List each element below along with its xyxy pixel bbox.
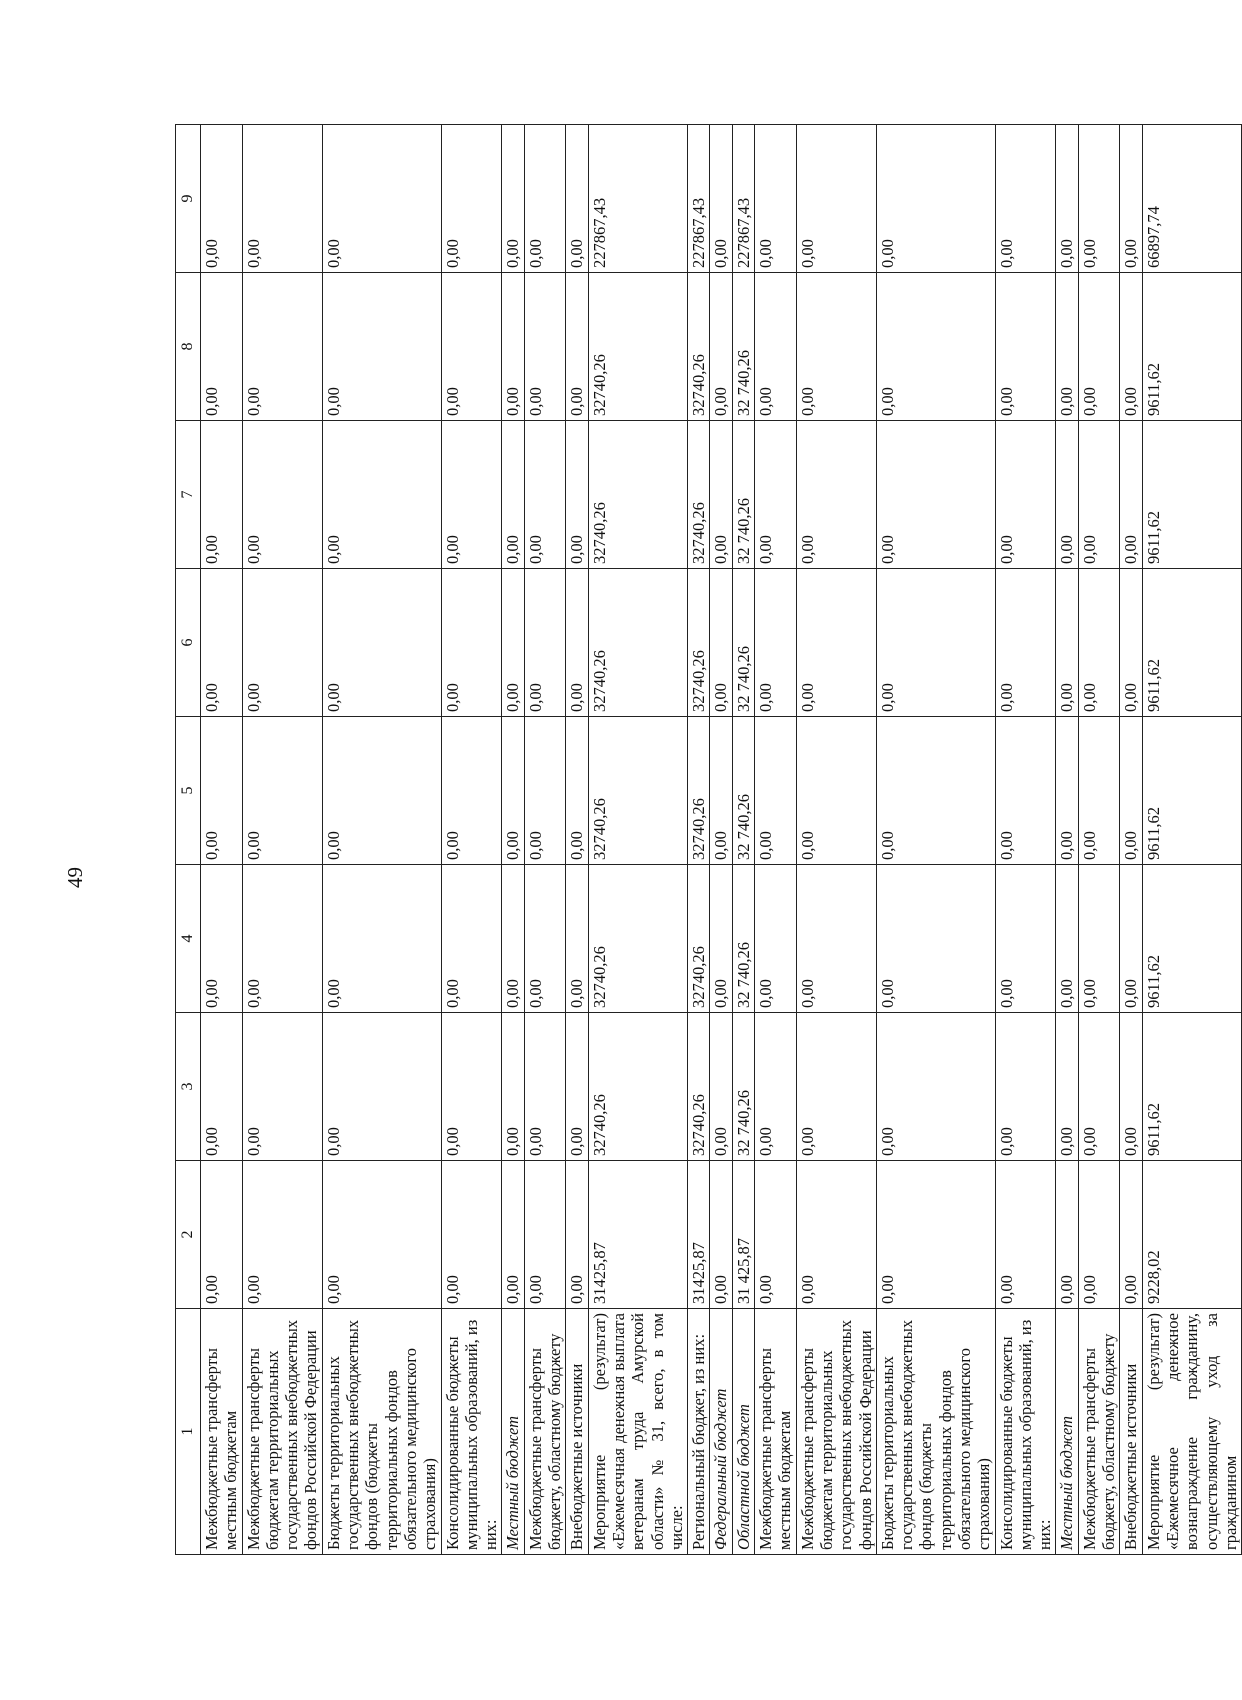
value-cell: 32 740,26 <box>732 273 754 421</box>
value-cell: 0,00 <box>201 421 243 569</box>
budget-table-body <box>176 125 1242 1555</box>
value-cell: 0,00 <box>876 569 995 717</box>
value-cell: 0,00 <box>441 1161 502 1309</box>
value-cell: 0,00 <box>242 125 322 273</box>
value-cell: 0,00 <box>796 569 876 717</box>
value-cell: 0,00 <box>876 421 995 569</box>
value-cell: 0,00 <box>524 1013 566 1161</box>
value-cell: 0,00 <box>995 273 1056 421</box>
column-header: 6 <box>176 569 201 717</box>
value-cell: 0,00 <box>755 569 797 717</box>
row-label: Межбюджетные трансферты бюджету, областному бюджету <box>524 1309 566 1555</box>
value-cell: 0,00 <box>566 273 588 421</box>
value-cell: 0,00 <box>441 717 502 865</box>
value-cell: 0,00 <box>242 717 322 865</box>
table-row <box>1120 125 1142 1555</box>
value-cell: 227867,43 <box>688 125 710 273</box>
table-row <box>1056 125 1078 1555</box>
value-cell: 0,00 <box>524 125 566 273</box>
value-cell: 0,00 <box>995 1013 1056 1161</box>
table-row <box>732 125 754 1555</box>
value-cell: 0,00 <box>322 569 441 717</box>
value-cell: 0,00 <box>502 569 524 717</box>
value-cell: 0,00 <box>796 1161 876 1309</box>
value-cell: 0,00 <box>322 1013 441 1161</box>
value-cell: 0,00 <box>1056 865 1078 1013</box>
value-cell: 0,00 <box>441 1013 502 1161</box>
value-cell: 32740,26 <box>688 1013 710 1161</box>
value-cell: 0,00 <box>242 1013 322 1161</box>
value-cell: 0,00 <box>1078 717 1120 865</box>
value-cell: 32740,26 <box>588 569 687 717</box>
value-cell: 0,00 <box>1120 1161 1142 1309</box>
page-number: 49 <box>63 867 87 888</box>
row-label: Межбюджетные трансферты бюджетам территориальных государственных внебюджетных фондов Российской Федерации <box>242 1309 322 1555</box>
value-cell: 0,00 <box>876 1161 995 1309</box>
value-cell: 0,00 <box>1056 273 1078 421</box>
budget-table-container <box>175 125 1240 1555</box>
value-cell: 9228,02 <box>1142 1161 1241 1309</box>
value-cell: 0,00 <box>502 421 524 569</box>
table-row <box>1142 125 1241 1555</box>
value-cell: 0,00 <box>524 1161 566 1309</box>
row-label: Бюджеты территориальных государственных внебюджетных фондов (бюджеты территориальных фондов обязательного медицинского страхования) <box>876 1309 995 1555</box>
row-label: Местный бюджет <box>1056 1309 1078 1555</box>
value-cell: 0,00 <box>710 1161 732 1309</box>
row-label: Региональный бюджет, из них: <box>688 1309 710 1555</box>
value-cell: 0,00 <box>1078 865 1120 1013</box>
value-cell: 0,00 <box>1056 1013 1078 1161</box>
value-cell: 0,00 <box>710 1013 732 1161</box>
value-cell: 0,00 <box>995 865 1056 1013</box>
value-cell: 0,00 <box>796 125 876 273</box>
value-cell: 0,00 <box>755 125 797 273</box>
value-cell: 0,00 <box>322 421 441 569</box>
value-cell: 0,00 <box>710 273 732 421</box>
table-row <box>441 125 502 1555</box>
value-cell: 0,00 <box>995 1161 1056 1309</box>
value-cell: 0,00 <box>796 1013 876 1161</box>
value-cell: 0,00 <box>796 421 876 569</box>
row-label: Областной бюджет <box>732 1309 754 1555</box>
value-cell: 0,00 <box>1120 569 1142 717</box>
column-number-row <box>176 125 201 1555</box>
value-cell: 0,00 <box>566 865 588 1013</box>
value-cell: 0,00 <box>566 1161 588 1309</box>
value-cell: 0,00 <box>502 273 524 421</box>
value-cell: 0,00 <box>242 273 322 421</box>
value-cell: 0,00 <box>566 1013 588 1161</box>
value-cell: 0,00 <box>201 125 243 273</box>
value-cell: 0,00 <box>1078 1013 1120 1161</box>
value-cell: 0,00 <box>710 125 732 273</box>
value-cell: 0,00 <box>710 421 732 569</box>
value-cell: 0,00 <box>502 865 524 1013</box>
value-cell: 0,00 <box>796 273 876 421</box>
value-cell: 0,00 <box>524 569 566 717</box>
value-cell: 0,00 <box>201 273 243 421</box>
value-cell: 32740,26 <box>688 421 710 569</box>
value-cell: 0,00 <box>524 865 566 1013</box>
value-cell: 0,00 <box>1056 1161 1078 1309</box>
value-cell: 0,00 <box>566 717 588 865</box>
value-cell: 32740,26 <box>588 1013 687 1161</box>
row-label: Внебюджетные источники <box>1120 1309 1142 1555</box>
value-cell: 31 425,87 <box>732 1161 754 1309</box>
table-row <box>1078 125 1120 1555</box>
value-cell: 0,00 <box>710 865 732 1013</box>
value-cell: 32740,26 <box>588 865 687 1013</box>
value-cell: 0,00 <box>1056 717 1078 865</box>
value-cell: 0,00 <box>1120 1013 1142 1161</box>
value-cell: 9611,62 <box>1142 421 1241 569</box>
value-cell: 0,00 <box>322 717 441 865</box>
value-cell: 0,00 <box>755 421 797 569</box>
row-label: Консолидированные бюджеты муниципальных образований, из них: <box>441 1309 502 1555</box>
value-cell: 0,00 <box>796 865 876 1013</box>
table-row <box>322 125 441 1555</box>
value-cell: 0,00 <box>755 1013 797 1161</box>
table-row <box>524 125 566 1555</box>
value-cell: 227867,43 <box>588 125 687 273</box>
row-label: Межбюджетные трансферты местным бюджетам <box>201 1309 243 1555</box>
row-label: Мероприятие (результат) «Ежемесячное денежное вознаграждение гражданину, осуществляющему уход за гражданином <box>1142 1309 1241 1555</box>
row-label: Федеральный бюджет <box>710 1309 732 1555</box>
value-cell: 9611,62 <box>1142 569 1241 717</box>
value-cell: 0,00 <box>876 865 995 1013</box>
value-cell: 0,00 <box>441 273 502 421</box>
value-cell: 0,00 <box>1056 125 1078 273</box>
row-label: Межбюджетные трансферты местным бюджетам <box>755 1309 797 1555</box>
table-row <box>876 125 995 1555</box>
value-cell: 0,00 <box>322 125 441 273</box>
table-row <box>242 125 322 1555</box>
value-cell: 0,00 <box>502 125 524 273</box>
value-cell: 32 740,26 <box>732 1013 754 1161</box>
column-header: 4 <box>176 865 201 1013</box>
column-header: 2 <box>176 1161 201 1309</box>
value-cell: 0,00 <box>566 125 588 273</box>
value-cell: 32740,26 <box>588 717 687 865</box>
value-cell: 0,00 <box>441 125 502 273</box>
value-cell: 0,00 <box>566 421 588 569</box>
value-cell: 0,00 <box>755 1161 797 1309</box>
row-label: Межбюджетные трансферты бюджету, областному бюджету <box>1078 1309 1120 1555</box>
value-cell: 0,00 <box>502 1161 524 1309</box>
row-label: Межбюджетные трансферты бюджетам территориальных государственных внебюджетных фондов Российской Федерации <box>796 1309 876 1555</box>
table-row <box>201 125 243 1555</box>
value-cell: 0,00 <box>995 717 1056 865</box>
value-cell: 31425,87 <box>588 1161 687 1309</box>
value-cell: 0,00 <box>1056 569 1078 717</box>
value-cell: 0,00 <box>1120 421 1142 569</box>
value-cell: 0,00 <box>1078 421 1120 569</box>
value-cell: 0,00 <box>995 569 1056 717</box>
table-row <box>566 125 588 1555</box>
value-cell: 32740,26 <box>588 421 687 569</box>
budget-table <box>175 124 1242 1555</box>
value-cell: 0,00 <box>796 717 876 865</box>
value-cell: 0,00 <box>322 865 441 1013</box>
table-row <box>995 125 1056 1555</box>
value-cell: 0,00 <box>201 569 243 717</box>
value-cell: 0,00 <box>242 1161 322 1309</box>
column-header: 7 <box>176 421 201 569</box>
value-cell: 32740,26 <box>688 717 710 865</box>
value-cell: 0,00 <box>710 569 732 717</box>
table-row <box>710 125 732 1555</box>
value-cell: 0,00 <box>201 1161 243 1309</box>
value-cell: 0,00 <box>441 421 502 569</box>
value-cell: 0,00 <box>524 421 566 569</box>
value-cell: 227867,43 <box>732 125 754 273</box>
table-row <box>755 125 797 1555</box>
value-cell: 32 740,26 <box>732 865 754 1013</box>
value-cell: 0,00 <box>441 865 502 1013</box>
value-cell: 0,00 <box>755 717 797 865</box>
value-cell: 0,00 <box>1120 125 1142 273</box>
value-cell: 0,00 <box>242 865 322 1013</box>
table-row <box>588 125 687 1555</box>
value-cell: 0,00 <box>710 717 732 865</box>
row-label: Мероприятие (результат) «Ежемесячная денежная выплата ветеранам труда Амурской области» № 31, всего, в том числе: <box>588 1309 687 1555</box>
row-label: Консолидированные бюджеты муниципальных образований, из них: <box>995 1309 1056 1555</box>
value-cell: 0,00 <box>524 273 566 421</box>
value-cell: 0,00 <box>502 1013 524 1161</box>
table-row <box>688 125 710 1555</box>
value-cell: 32 740,26 <box>732 717 754 865</box>
value-cell: 32 740,26 <box>732 421 754 569</box>
table-row <box>796 125 876 1555</box>
value-cell: 0,00 <box>1120 865 1142 1013</box>
value-cell: 0,00 <box>441 569 502 717</box>
value-cell: 32740,26 <box>688 865 710 1013</box>
column-header: 5 <box>176 717 201 865</box>
value-cell: 9611,62 <box>1142 1013 1241 1161</box>
value-cell: 0,00 <box>1078 125 1120 273</box>
value-cell: 32740,26 <box>688 273 710 421</box>
value-cell: 0,00 <box>1078 273 1120 421</box>
value-cell: 9611,62 <box>1142 865 1241 1013</box>
value-cell: 0,00 <box>755 865 797 1013</box>
column-header: 8 <box>176 273 201 421</box>
table-row <box>502 125 524 1555</box>
value-cell: 0,00 <box>876 717 995 865</box>
value-cell: 0,00 <box>995 125 1056 273</box>
value-cell: 0,00 <box>1078 569 1120 717</box>
value-cell: 0,00 <box>322 273 441 421</box>
value-cell: 32740,26 <box>588 273 687 421</box>
column-header: 3 <box>176 1013 201 1161</box>
value-cell: 0,00 <box>201 865 243 1013</box>
value-cell: 0,00 <box>322 1161 441 1309</box>
value-cell: 0,00 <box>1078 1161 1120 1309</box>
value-cell: 32 740,26 <box>732 569 754 717</box>
value-cell: 31425,87 <box>688 1161 710 1309</box>
value-cell: 0,00 <box>502 717 524 865</box>
value-cell: 0,00 <box>524 717 566 865</box>
value-cell: 0,00 <box>242 421 322 569</box>
column-header: 1 <box>176 1309 201 1555</box>
row-label: Внебюджетные источники <box>566 1309 588 1555</box>
value-cell: 0,00 <box>876 125 995 273</box>
value-cell: 32740,26 <box>688 569 710 717</box>
value-cell: 66897,74 <box>1142 125 1241 273</box>
value-cell: 0,00 <box>1120 273 1142 421</box>
value-cell: 0,00 <box>242 569 322 717</box>
value-cell: 9611,62 <box>1142 717 1241 865</box>
value-cell: 0,00 <box>201 1013 243 1161</box>
value-cell: 0,00 <box>755 273 797 421</box>
value-cell: 0,00 <box>1056 421 1078 569</box>
row-label: Местный бюджет <box>502 1309 524 1555</box>
value-cell: 0,00 <box>876 1013 995 1161</box>
value-cell: 0,00 <box>1120 717 1142 865</box>
row-label: Бюджеты территориальных государственных внебюджетных фондов (бюджеты территориальных фондов обязательного медицинского страхования) <box>322 1309 441 1555</box>
column-header: 9 <box>176 125 201 273</box>
value-cell: 9611,62 <box>1142 273 1241 421</box>
value-cell: 0,00 <box>201 717 243 865</box>
value-cell: 0,00 <box>995 421 1056 569</box>
value-cell: 0,00 <box>876 273 995 421</box>
value-cell: 0,00 <box>566 569 588 717</box>
